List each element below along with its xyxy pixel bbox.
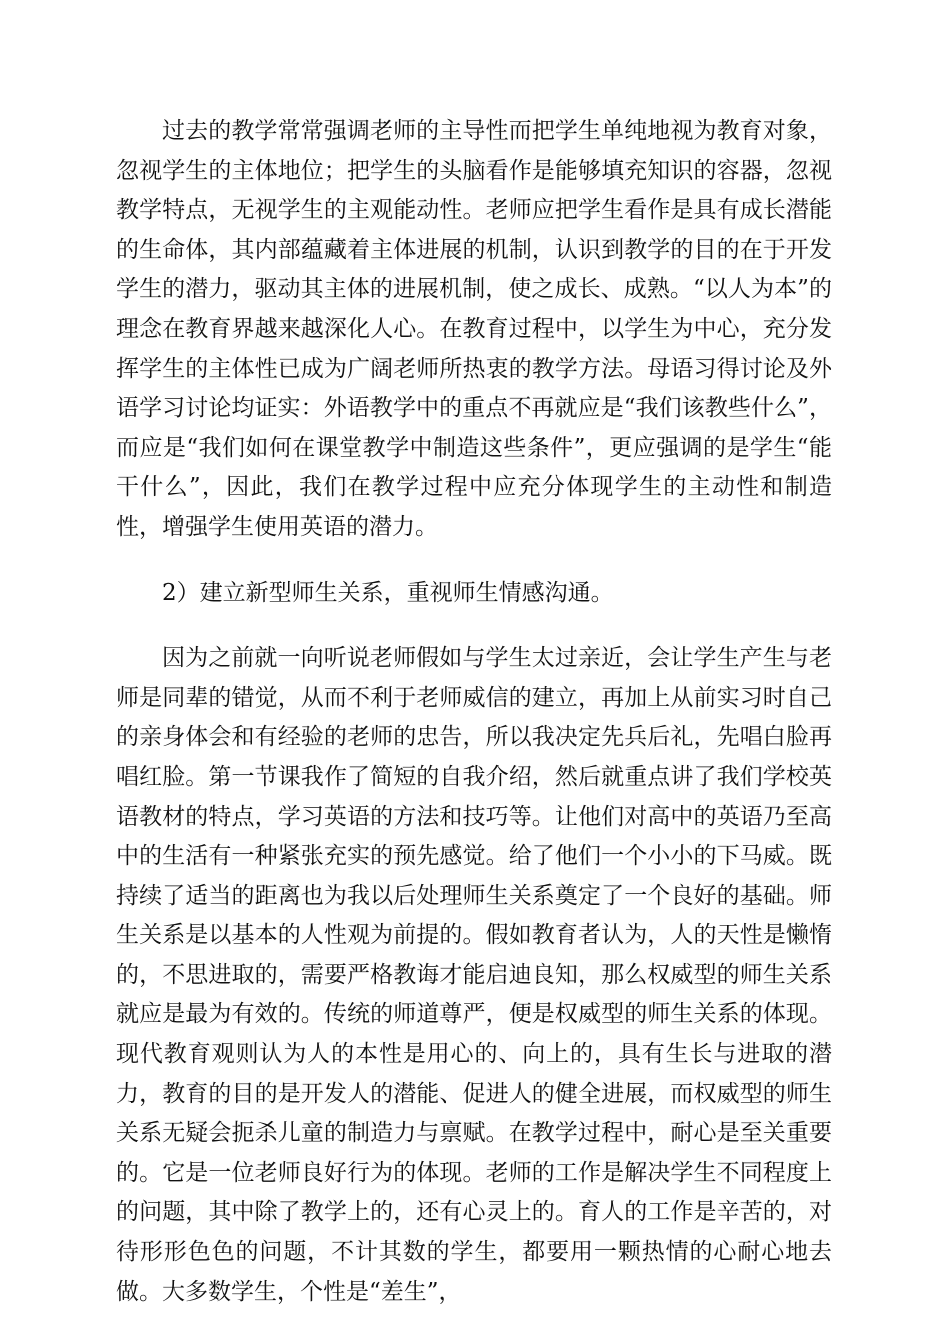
paragraph-teacher-student-relationship: 因为之前就一向听说老师假如与学生太过亲近，会让学生产生与老师是同辈的错觉，从而不利于老师威信的建立，再加上从前实习时自己的亲身体会和有经验的老师的忠告，所以我决定先兵后礼，先唱白脸再唱红脸。第一节课我作了简短的自我介绍，然后就重点讲了我们学校英语教材的特点，学习英语的方法和技巧等。让他们对高中的英语乃至高中的生活有一种紧张充实的预先感觉。给了他们一个小小的下马威。既持续了适当的距离也为我以后处理师生关系奠定了一个良好的基础。师生关系是以基本的人性观为前提的。假如教育者认为，人的天性是懒惰的，不思进取的，需要严格教诲才能启迪良知，那么权威型的师生关系就应是最为有效的。传统的师道尊严，便是权威型的师生关系的体现。现代教育观则认为人的本性是用心的、向上的，具有生长与进取的潜力，教育的目的是开发人的潜能、促进人的健全进展，而权威型的师生关系无疑会扼杀儿童的制造力与禀赋。在教学过程中，耐心是至关重要的。它是一位老师良好行为的体现。老师的工作是解决学生不同程度上的问题，其中除了教学上的，还有心灵上的。育人的工作是辛苦的，对待形形色色的问题，不计其数的学生，都要用一颗热情的心耐心地去做。大多数学生，个性是“差生”， bbox=[116, 645, 832, 1305]
document-page bbox=[116, 112, 832, 1312]
section-heading-teacher-student-relationship: 2）建立新型师生关系，重视师生情感沟通。 bbox=[162, 579, 614, 606]
paragraph-student-subjectivity: 过去的教学常常强调老师的主导性而把学生单纯地视为教育对象，忽视学生的主体地位；把学生的头脑看作是能够填充知识的容器，忽视教学特点，无视学生的主观能动性。老师应把学生看作是具有成长潜能的生命体，其内部蕴藏着主体进展的机制，认识到教学的目的在于开发学生的潜力，驱动其主体的进展机制，使之成长、成熟。“以人为本”的理念在教育界越来越深化人心。在教育过程中，以学生为中心，充分发挥学生的主体性已成为广阔老师所热衷的教学方法。母语习得讨论及外语学习讨论均证实：外语教学中的重点不再就应是“我们该教些什么”，而应是“我们如何在课堂教学中制造这些条件”，更应强调的是学生“能干什么”，因此，我们在教学过程中应充分体现学生的主动性和制造性，增强学生使用英语的潜力。 bbox=[116, 118, 832, 540]
